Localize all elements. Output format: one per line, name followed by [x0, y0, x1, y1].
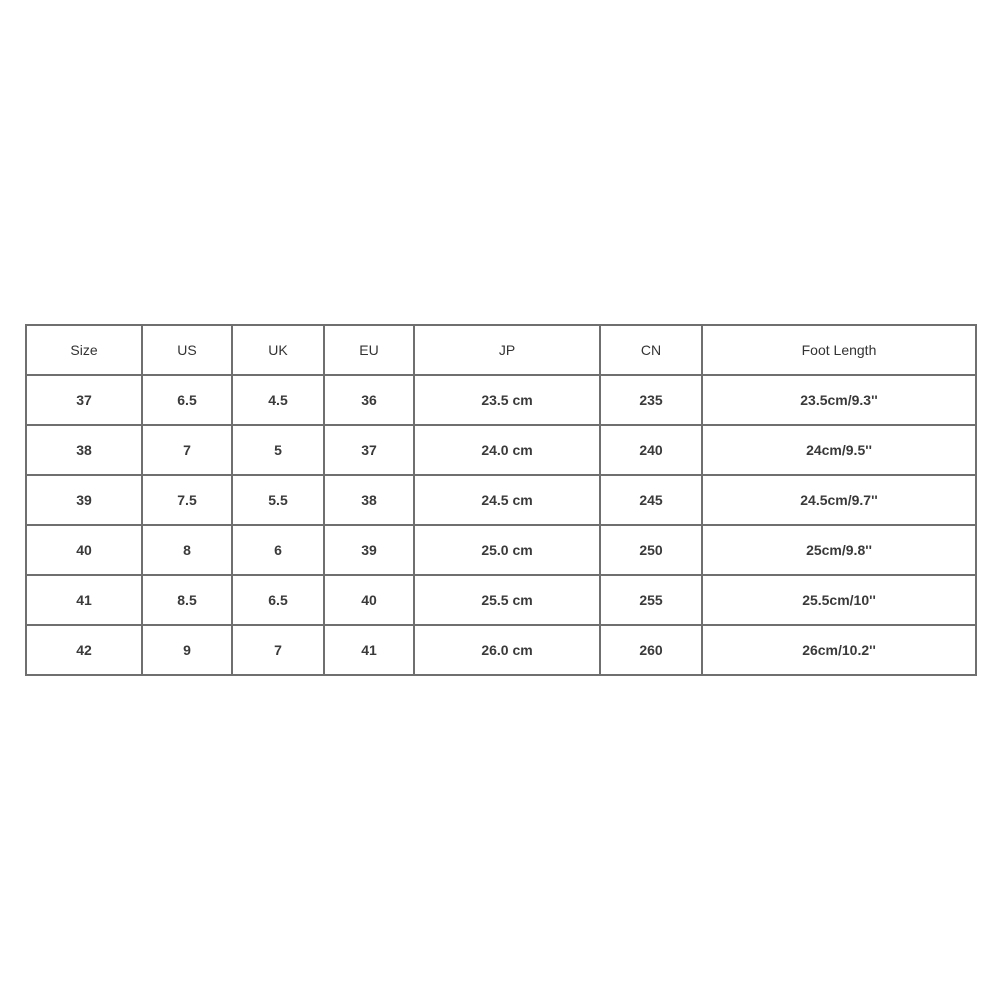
cell-foot-length: 24.5cm/9.7'' — [702, 475, 976, 525]
header-uk: UK — [232, 325, 324, 375]
cell-us: 6.5 — [142, 375, 232, 425]
cell-foot-length: 23.5cm/9.3'' — [702, 375, 976, 425]
table-row — [26, 375, 976, 425]
header-us: US — [142, 325, 232, 375]
header-foot-length: Foot Length — [702, 325, 976, 375]
cell-jp: 24.5 cm — [414, 475, 600, 525]
table-row — [26, 525, 976, 575]
cell-foot-length: 25cm/9.8'' — [702, 525, 976, 575]
cell-uk: 6.5 — [232, 575, 324, 625]
cell-uk: 5.5 — [232, 475, 324, 525]
cell-foot-length: 26cm/10.2'' — [702, 625, 976, 675]
header-row — [26, 325, 976, 375]
cell-size: 39 — [26, 475, 142, 525]
header-jp: JP — [414, 325, 600, 375]
header-size: Size — [26, 325, 142, 375]
cell-us: 8.5 — [142, 575, 232, 625]
cell-uk: 7 — [232, 625, 324, 675]
cell-cn: 240 — [600, 425, 702, 475]
cell-jp: 25.0 cm — [414, 525, 600, 575]
cell-us: 9 — [142, 625, 232, 675]
table-row — [26, 575, 976, 625]
cell-cn: 260 — [600, 625, 702, 675]
cell-eu: 39 — [324, 525, 414, 575]
header-cn: CN — [600, 325, 702, 375]
cell-foot-length: 25.5cm/10'' — [702, 575, 976, 625]
cell-us: 7.5 — [142, 475, 232, 525]
cell-jp: 23.5 cm — [414, 375, 600, 425]
cell-cn: 255 — [600, 575, 702, 625]
table-row — [26, 425, 976, 475]
cell-uk: 6 — [232, 525, 324, 575]
cell-cn: 235 — [600, 375, 702, 425]
cell-eu: 36 — [324, 375, 414, 425]
cell-uk: 4.5 — [232, 375, 324, 425]
cell-jp: 25.5 cm — [414, 575, 600, 625]
table-row — [26, 475, 976, 525]
cell-cn: 250 — [600, 525, 702, 575]
cell-foot-length: 24cm/9.5'' — [702, 425, 976, 475]
cell-jp: 26.0 cm — [414, 625, 600, 675]
cell-size: 41 — [26, 575, 142, 625]
cell-eu: 40 — [324, 575, 414, 625]
size-chart-table — [25, 324, 977, 676]
table-row — [26, 625, 976, 675]
cell-size: 38 — [26, 425, 142, 475]
cell-size: 40 — [26, 525, 142, 575]
cell-size: 37 — [26, 375, 142, 425]
cell-uk: 5 — [232, 425, 324, 475]
cell-size: 42 — [26, 625, 142, 675]
cell-us: 8 — [142, 525, 232, 575]
header-eu: EU — [324, 325, 414, 375]
cell-cn: 245 — [600, 475, 702, 525]
cell-eu: 41 — [324, 625, 414, 675]
cell-eu: 37 — [324, 425, 414, 475]
cell-us: 7 — [142, 425, 232, 475]
cell-jp: 24.0 cm — [414, 425, 600, 475]
cell-eu: 38 — [324, 475, 414, 525]
